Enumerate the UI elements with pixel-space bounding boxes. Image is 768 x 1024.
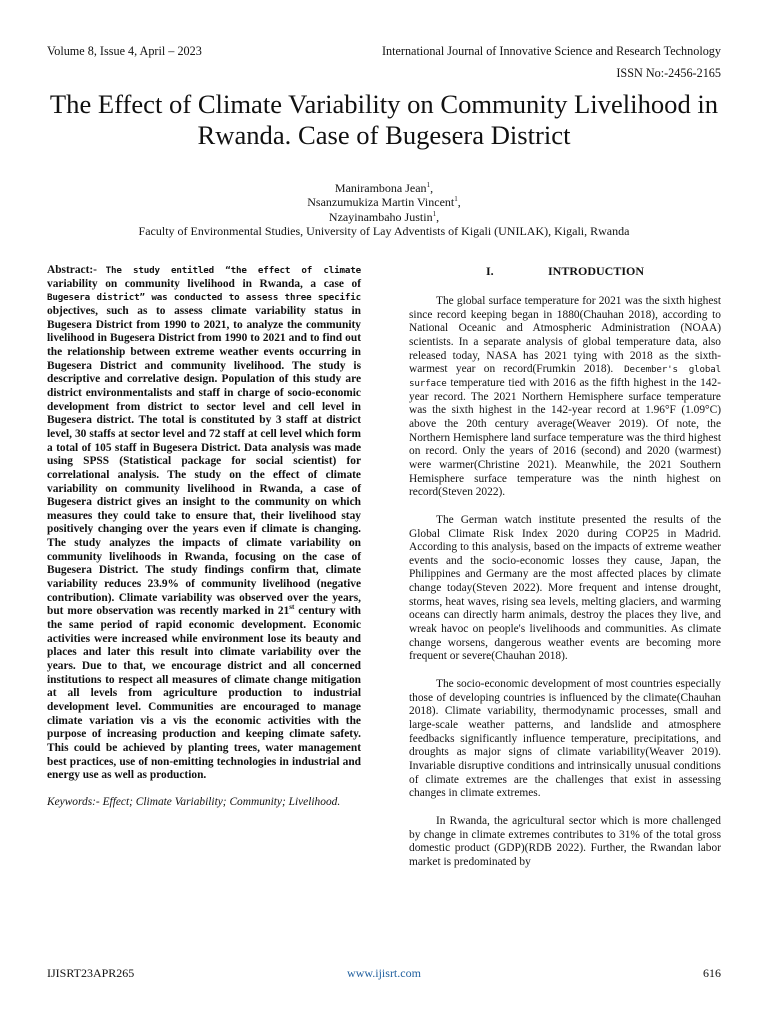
century-superscript: st	[289, 603, 295, 612]
intro-paragraph-2: The German watch institute presented the results of the Global Climate Risk Index 2020 during COP25 in Madrid. According to this analysis, based on the impacts of extreme weather events and the socio-economic losses they cause, Japan, the Philippines and Germany are the most affected places by climate change today(Steven 2022). More frequent and intense drought, storms, heat waves, rising sea levels, melting glaciers, and warming oceans can directly harm animals, destroy the places they live, and wreak havoc on people's livelihoods and communities. As climate change worsens, dangerous weather events are becoming more frequent or severe(Chauhan 2018).	[409, 513, 721, 663]
intro-paragraph-1	[409, 295, 721, 500]
author-line	[0, 181, 768, 195]
paper-title: The Effect of Climate Variability on Community Livelihood in Rwanda. Case of Bugesera District	[49, 89, 719, 150]
article-code: IJISRT23APR265	[47, 966, 135, 980]
abstract-body-continued: century with the same period of rapid economic development. Economic activities were increased while environment lose its beauty and places and later this result into climate variability over the years. Due to that, we encourage district and all concerned institutions to respect all measures of climate change mitigation at all levels from agriculture production to industrial development level. Communities are encouraged to manage climate variation vis a vis the economic activities with the purpose of increasing production and keeping climate safety. This could be achieved by planting trees, water management best practices, use of non-emitting technologies in industrial and energy use as well as production.	[47, 605, 361, 782]
author-block	[0, 181, 768, 238]
keywords-text: Effect; Climate Variability; Community; Livelihood.	[102, 795, 341, 808]
author-separator: ,	[457, 195, 461, 210]
abstract	[47, 264, 361, 783]
author-name: Nsanzumukiza Martin Vincent	[307, 195, 455, 210]
author-separator: ,	[430, 181, 434, 195]
author-affiliation-mark: 1	[426, 181, 431, 189]
abstract-label: Abstract:-	[47, 264, 97, 276]
left-column	[47, 264, 361, 821]
intro-paragraph-3: The socio-economic development of most countries especially those of developing countries is influenced by the climate(Chauhan 2018). Climate variability, thermodynamic processes, small and large-scale weather patterns, and landslide and atmosphere feedbacks significantly influence temperature, precipitations, and droughts as major signs of climate variability(Weaver 2019). Invariable disruptive conditions and intrinsically unusual conditions of climate extremes are the challenges that exist in assessing changes in climate extremes.	[409, 678, 721, 800]
journal-name: International Journal of Innovative Science and Research Technology	[381, 44, 721, 58]
intro-paragraph-text: temperature tied with 2016 as the fifth highest in the 142-year record. The 2021 Northern Hemisphere surface temperature was the sixth highest in the 142-year record at 1.96°F (1.09°C) above the 20th century average(Weaver 2019). Of note, the Northern Hemisphere land surface temperature was the third highest on record. Only the years of 2016 (second) and 2020 (warmest) were warmer(Christine 2021). Meanwhile, the 2021 Southern Hemisphere surface temperature was the ninth highest on record(Steven 2022).	[409, 376, 721, 499]
intro-paragraph-4: In Rwanda, the agricultural sector which is more challenged by change in climate extremes contributes to 31% of the total gross domestic product (GDP)(RDB 2022). Further, the Rwandan labor market is predominated by	[409, 814, 721, 868]
page-number: 616	[703, 966, 721, 980]
author-name: Nzayinambaho Justin	[328, 209, 433, 224]
section-number: I.	[485, 264, 494, 278]
author-affiliation-mark: 1	[432, 209, 437, 218]
abstract-body: objectives, such as to assess climate variability status in Bugesera District from 1990 to 2021, to analyze the community livelihood in Bugesera District from 1990 to 2021 and to find out the relationship between extreme weather events occurring in Bugesera District and community livelihood. The study is descriptive and correlative design. Population of this study are district environmentalists and staff in charge of socio-economic development from district to sector level and cell level in Bugesera district. The total is constituted by 3 staff at district level, 30 staffs at sector level and 72 staff at cell level which form a total of 105 staff in Bugesera District. Data analysis was made using SPSS (Statistical package for social scientist) for correlational analysis. The study on the effect of climate variability on community livelihood in Rwanda, a case of Bugesera district gives an insight to the community on which measures they could take to ensure that, their livelihood stay positively changing over the years even if climate is changing. The study analyzes the impacts of climate variability on community livelihoods in Rwanda, focusing on the case of Bugesera District. The study findings confirm that, climate variability reduces 23.9% of community livelihood (negative contribution). Climate variability was observed over the years, but more observation was recently marked in 21	[47, 304, 361, 618]
journal-website-link[interactable]: www.ijisrt.com	[347, 966, 421, 980]
abstract-line: variability on community livelihood in Rwanda, a case of	[47, 277, 361, 290]
author-line	[0, 210, 768, 224]
section-title: INTRODUCTION	[547, 264, 644, 278]
abstract-dense-line: Bugesera district” was conducted to assess three specific	[47, 292, 361, 304]
author-name: Manirambona Jean	[334, 181, 427, 195]
author-separator: ,	[436, 209, 440, 224]
keywords	[47, 796, 361, 810]
author-affiliation-mark: 1	[454, 195, 458, 204]
intro-paragraph-text: The global surface temperature for 2021 was the sixth highest since record keeping began in 1880(Chauhan 2018), according to National Oceanic and Atmospheric Administration (NOAA) scientists. In a separate analysis of global temperature data, also released today, NASA has 2021 tying with 2018 as the sixth-warmest year on record(Frumkin 2018).	[409, 295, 721, 376]
section-heading	[409, 264, 721, 278]
author-line	[0, 195, 768, 209]
keywords-label: Keywords:-	[47, 795, 100, 808]
right-column	[409, 264, 721, 884]
affiliation: Faculty of Environmental Studies, University of Lay Adventists of Kigali (UNILAK), Kigali, Rwanda	[138, 223, 630, 238]
journal-volume: Volume 8, Issue 4, April – 2023	[47, 44, 202, 58]
intro-dense-phrase: December's global surface	[409, 364, 721, 389]
journal-issn: ISSN No:-2456-2165	[616, 66, 721, 80]
abstract-opening: The study entitled “the effect of climate	[105, 265, 361, 276]
